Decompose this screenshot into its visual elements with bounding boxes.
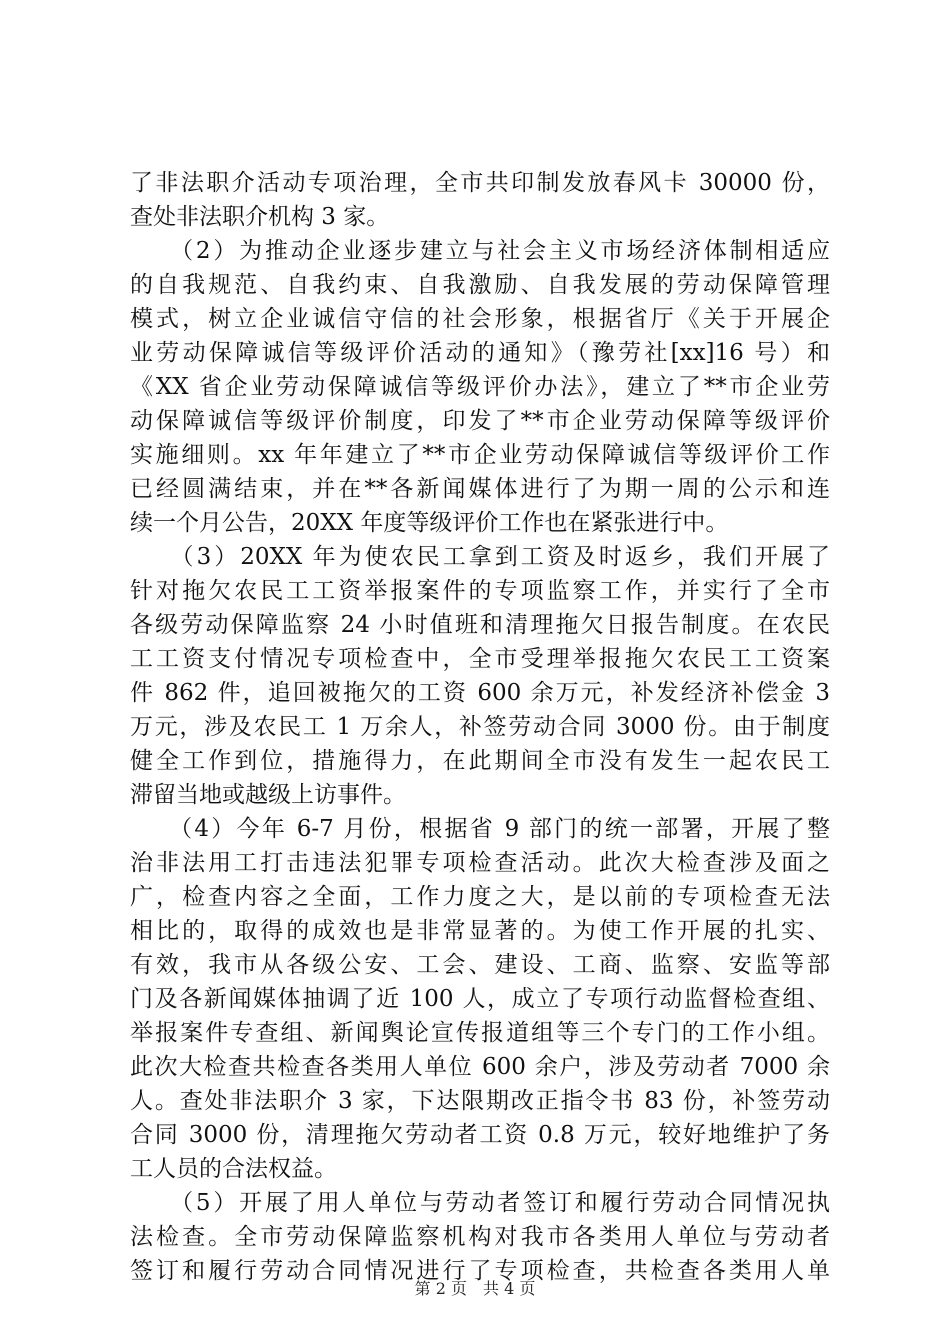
text-line: 广，检查内容之全面，工作力度之大，是以前的专项检查无法 [130,884,830,910]
text-line: 件 862 件，追回被拖欠的工资 600 余万元，补发经济补偿金 3 [130,680,830,706]
text-line: 针对拖欠农民工工资举报案件的专项监察工作，并实行了全市 [130,578,830,604]
text-line: 健全工作到位，措施得力，在此期间全市没有发生一起农民工 [130,748,830,774]
text-line: 业劳动保障诚信等级评价活动的通知》（豫劳社[xx]16 号）和 [130,340,830,366]
text-line: 动保障诚信等级评价制度，印发了**市企业劳动保障等级评价 [130,408,830,434]
text-line: 此次大检查共检查各类用人单位 600 余户，涉及劳动者 7000 余 [130,1054,830,1080]
text-line: （2）为推动企业逐步建立与社会主义市场经济体制相适应 [130,238,830,264]
document-body [130,166,830,1288]
text-line: 工人员的合法权益。 [130,1156,337,1182]
text-line: 了非法职介活动专项治理，全市共印制发放春风卡 30000 份， [130,170,830,196]
text-line: 签订和履行劳动合同情况进行了专项检查，共检查各类用人单 [130,1258,830,1284]
text-line: 模式，树立企业诚信守信的社会形象，根据省厅《关于开展企 [130,306,830,332]
text-line: （3）20XX 年为使农民工拿到工资及时返乡，我们开展了 [130,544,830,570]
text-line: 治非法用工打击违法犯罪专项检查活动。此次大检查涉及面之 [130,850,830,876]
text-line: 查处非法职介机构 3 家。 [130,204,390,230]
text-line: （4）今年 6-7 月份，根据省 9 部门的统一部署，开展了整 [130,816,830,842]
text-line: 有效，我市从各级公安、工会、建设、工商、监察、安监等部 [130,952,830,978]
text-line: 门及各新闻媒体抽调了近 100 人，成立了专项行动监督检查组、 [130,986,830,1012]
text-line: （5）开展了用人单位与劳动者签订和履行劳动合同情况执 [130,1190,830,1216]
page-number-footer: 第 2 页 共 4 页 [414,1279,536,1298]
text-line: 滞留当地或越级上访事件。 [130,782,406,808]
text-line: 工工资支付情况专项检查中，全市受理举报拖欠农民工工资案 [130,646,830,672]
text-line: 各级劳动保障监察 24 小时值班和清理拖欠日报告制度。在农民 [130,612,830,638]
text-line: 相比的，取得的成效也是非常显著的。为使工作开展的扎实、 [130,918,830,944]
text-line: 续一个月公告，20XX 年度等级评价工作也在紧张进行中。 [130,510,729,536]
text-line: 《XX 省企业劳动保障诚信等级评价办法》，建立了**市企业劳 [130,374,830,400]
text-line: 合同 3000 份，清理拖欠劳动者工资 0.8 万元，较好地维护了务 [130,1122,830,1148]
text-line: 已经圆满结束，并在**各新闻媒体进行了为期一周的公示和连 [130,476,830,502]
text-line: 实施细则。xx 年年建立了**市企业劳动保障诚信等级评价工作 [130,442,830,468]
text-line: 万元，涉及农民工 1 万余人，补签劳动合同 3000 份。由于制度 [130,714,830,740]
text-line: 法检查。全市劳动保障监察机构对我市各类用人单位与劳动者 [130,1224,830,1250]
text-line: 举报案件专查组、新闻舆论宣传报道组等三个专门的工作小组。 [130,1020,830,1046]
text-line: 人。查处非法职介 3 家，下达限期改正指令书 83 份，补签劳动 [130,1088,830,1114]
text-line: 的自我规范、自我约束、自我激励、自我发展的劳动保障管理 [130,272,830,298]
